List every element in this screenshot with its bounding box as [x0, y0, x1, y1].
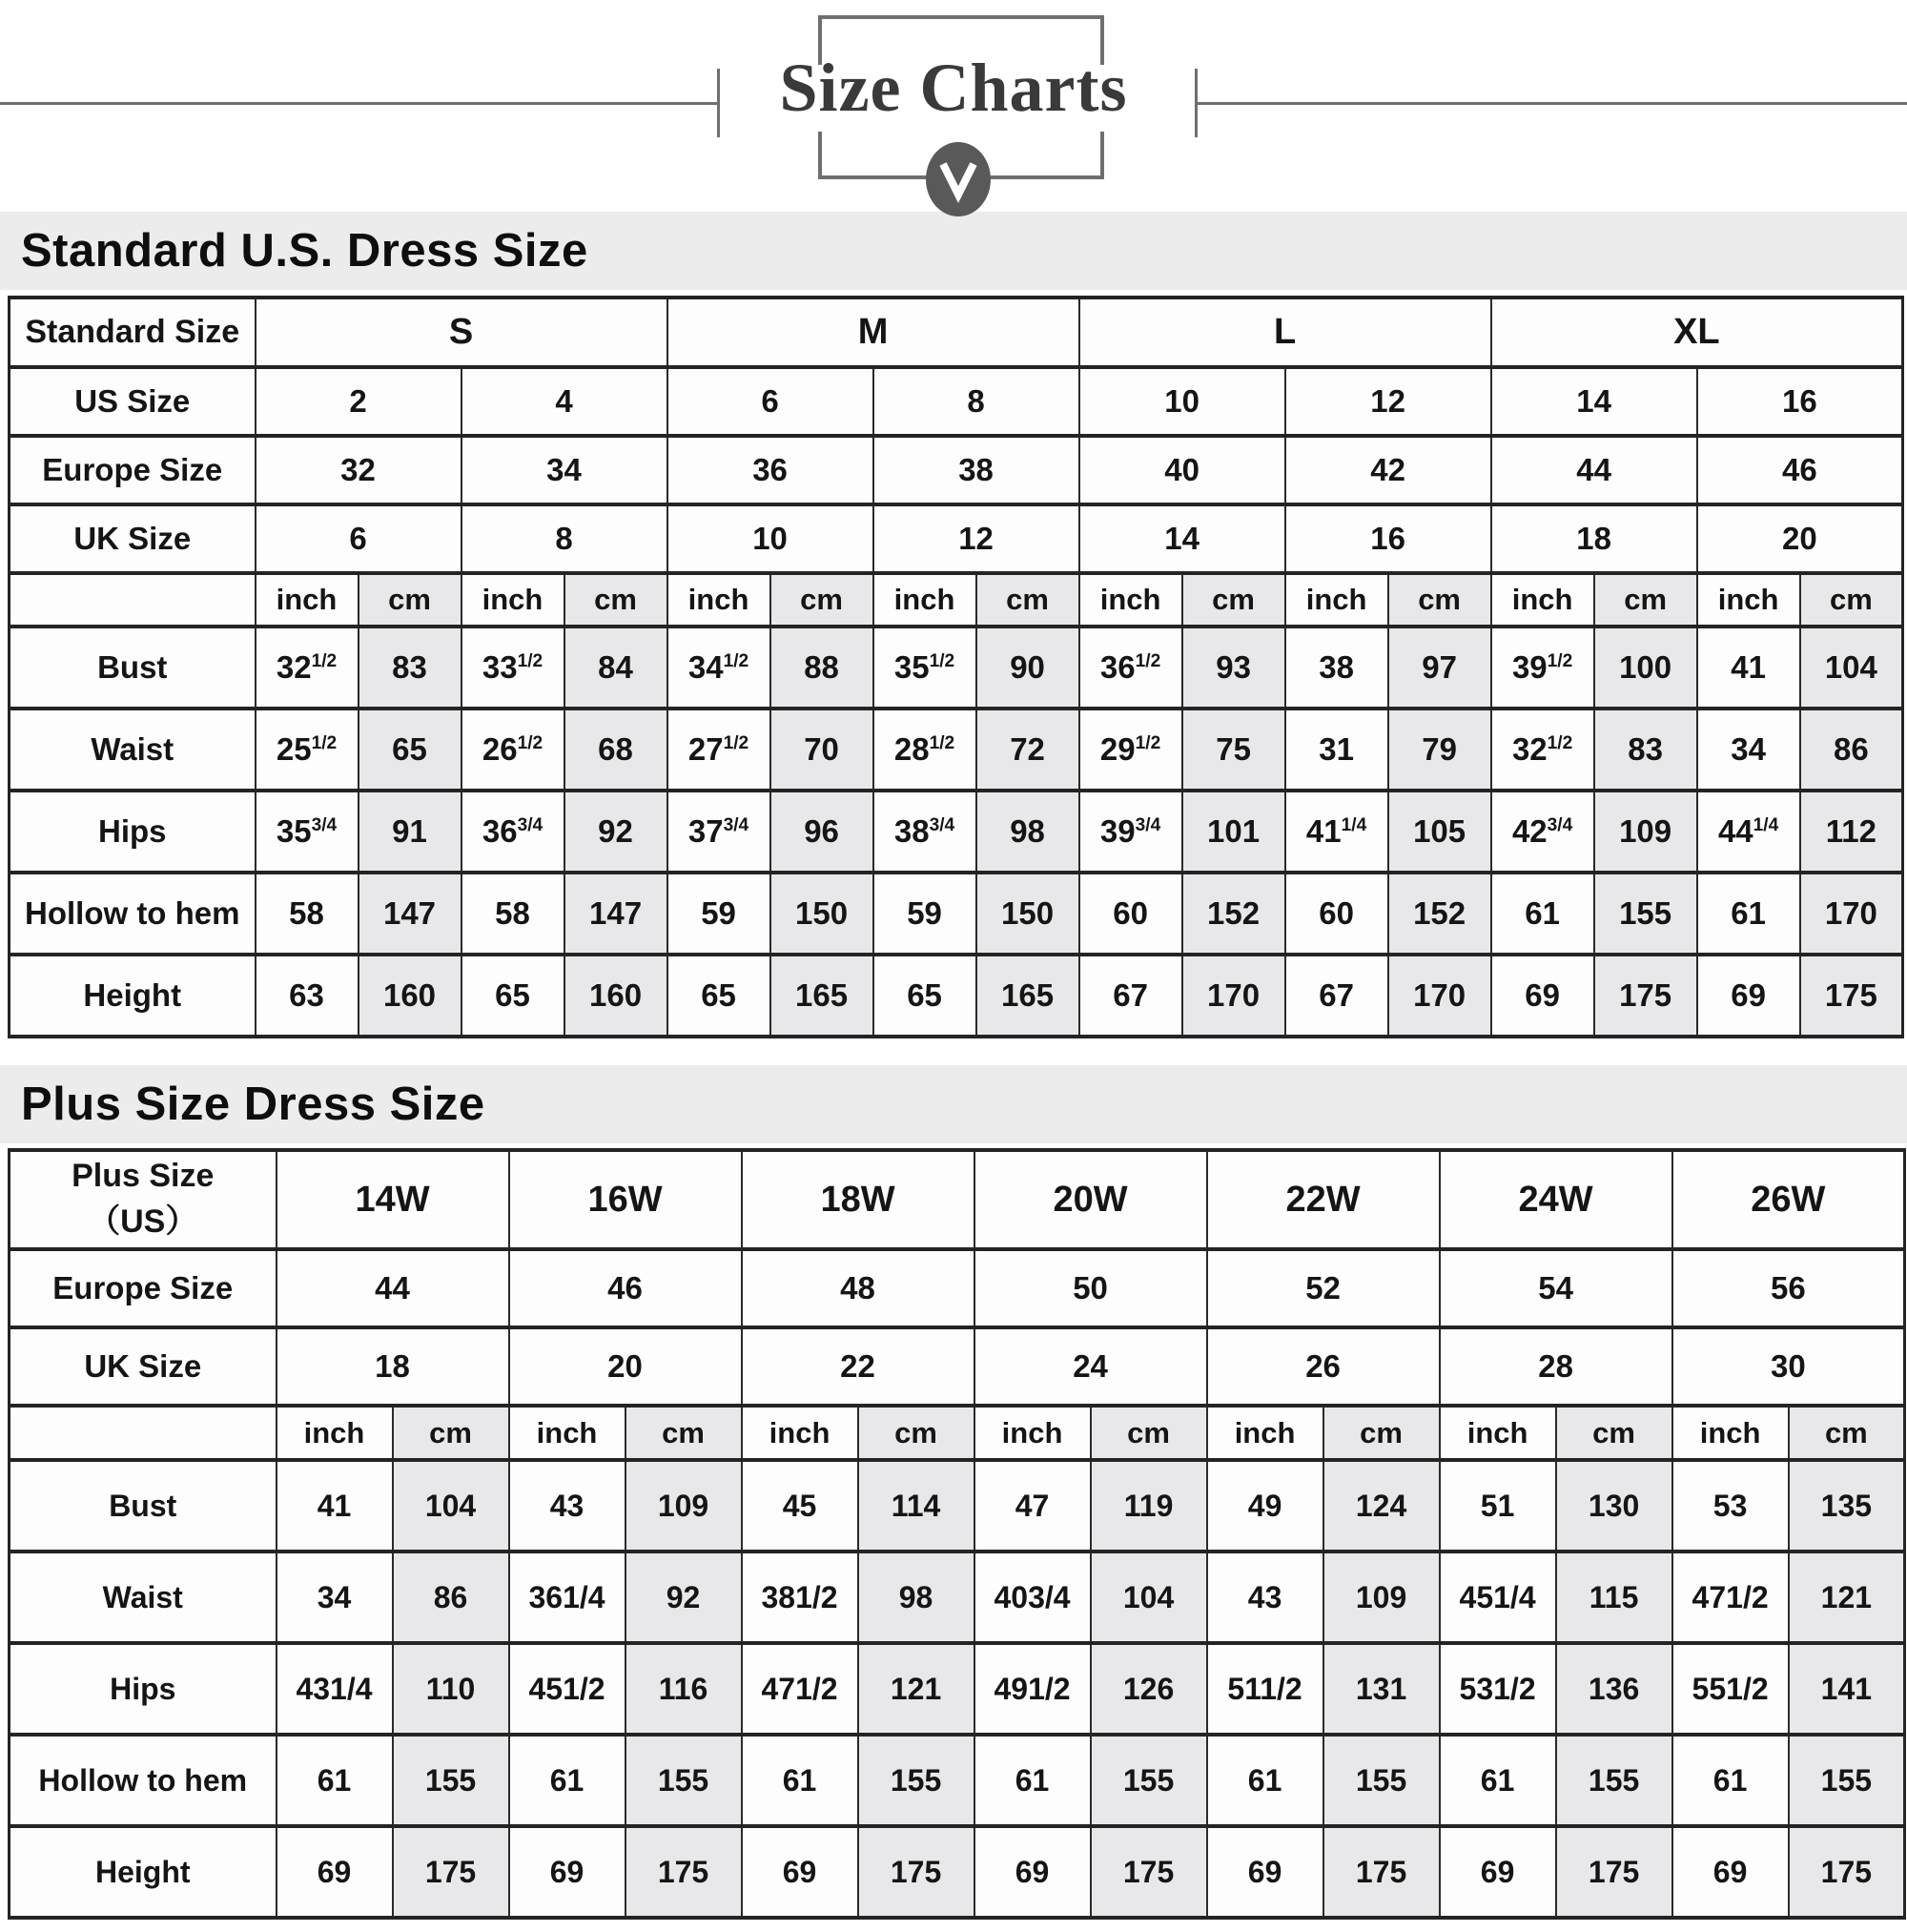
- unit-cell: cm: [1388, 573, 1491, 627]
- row-label: Hollow to hem: [10, 873, 256, 955]
- size-cell: 18: [277, 1327, 509, 1406]
- size-cell: 14: [1079, 504, 1285, 573]
- size-cell: 28: [1440, 1327, 1672, 1406]
- size-cell: 26: [1207, 1327, 1440, 1406]
- group-cell: 22W: [1207, 1150, 1440, 1249]
- measurement-cell: 152: [1182, 873, 1285, 955]
- measurement-cell: 72: [976, 709, 1079, 791]
- unit-cell: cm: [1556, 1406, 1672, 1460]
- measurement-cell: 175: [1594, 955, 1697, 1037]
- measurement-cell: 96: [770, 791, 873, 873]
- group-cell: M: [667, 298, 1079, 367]
- measurement-cell: 165: [770, 955, 873, 1037]
- unit-cell: cm: [770, 573, 873, 627]
- unit-cell: inch: [742, 1406, 858, 1460]
- table-row: [10, 436, 1903, 504]
- measurement-cell: 65: [667, 955, 770, 1037]
- measurement-cell: 551/2: [1672, 1643, 1789, 1735]
- unit-cell: cm: [858, 1406, 974, 1460]
- measurement-cell: 47: [974, 1460, 1091, 1552]
- measurement-cell: 67: [1079, 955, 1182, 1037]
- measurement-cell: 69: [974, 1826, 1091, 1918]
- measurement-cell: $32^{1/2}$: [256, 627, 359, 709]
- size-cell: 42: [1285, 436, 1491, 504]
- table-row: [10, 1249, 1905, 1327]
- size-cell: 30: [1672, 1327, 1905, 1406]
- measurement-cell: 69: [1672, 1826, 1789, 1918]
- measurement-cell: 61: [1440, 1735, 1556, 1826]
- unit-cell: cm: [1182, 573, 1285, 627]
- measurement-cell: 61: [277, 1735, 393, 1826]
- measurement-cell: 68: [564, 709, 667, 791]
- measurement-cell: 165: [976, 955, 1079, 1037]
- measurement-cell: 65: [461, 955, 564, 1037]
- size-cell: 32: [256, 436, 461, 504]
- table-row: [10, 873, 1903, 955]
- measurement-cell: 109: [1323, 1552, 1440, 1643]
- measurement-cell: $36^{3/4}$: [461, 791, 564, 873]
- measurement-cell: 69: [1207, 1826, 1323, 1918]
- measurement-cell: 155: [1594, 873, 1697, 955]
- size-cell: 36: [667, 436, 873, 504]
- measurement-cell: 60: [1285, 873, 1388, 955]
- measurement-cell: 116: [625, 1643, 742, 1735]
- measurement-cell: $42^{3/4}$: [1491, 791, 1594, 873]
- measurement-cell: 75: [1182, 709, 1285, 791]
- table-row: [10, 1643, 1905, 1735]
- unit-cell: cm: [1323, 1406, 1440, 1460]
- measurement-cell: 147: [359, 873, 461, 955]
- measurement-cell: 88: [770, 627, 873, 709]
- unit-cell: inch: [1207, 1406, 1323, 1460]
- row-label: Bust: [10, 1460, 277, 1552]
- measurement-cell: 121: [1789, 1552, 1905, 1643]
- size-cell: 24: [974, 1327, 1207, 1406]
- size-cell: 18: [1491, 504, 1697, 573]
- measurement-cell: 160: [564, 955, 667, 1037]
- measurement-cell: 61: [1207, 1735, 1323, 1826]
- measurement-cell: 155: [858, 1735, 974, 1826]
- measurement-cell: 91: [359, 791, 461, 873]
- measurement-cell: 175: [858, 1826, 974, 1918]
- size-cell: 10: [1079, 367, 1285, 436]
- table-row: [10, 504, 1903, 573]
- measurement-cell: 160: [359, 955, 461, 1037]
- measurement-cell: 31: [1285, 709, 1388, 791]
- measurement-cell: 69: [509, 1826, 625, 1918]
- row-label: US Size: [10, 367, 256, 436]
- row-label: Waist: [10, 1552, 277, 1643]
- measurement-cell: 65: [873, 955, 976, 1037]
- measurement-cell: 115: [1556, 1552, 1672, 1643]
- standard-size-table: [8, 296, 1904, 1038]
- measurement-cell: 69: [277, 1826, 393, 1918]
- measurement-cell: 86: [393, 1552, 509, 1643]
- measurement-cell: 155: [625, 1735, 742, 1826]
- measurement-cell: 67: [1285, 955, 1388, 1037]
- measurement-cell: 58: [461, 873, 564, 955]
- plus-section-title-band: [0, 1065, 1907, 1143]
- measurement-cell: 130: [1556, 1460, 1672, 1552]
- measurement-cell: 86: [1800, 709, 1903, 791]
- measurement-cell: 471/2: [1672, 1552, 1789, 1643]
- measurement-cell: 61: [974, 1735, 1091, 1826]
- row-label: Europe Size: [10, 1249, 277, 1327]
- measurement-cell: 170: [1388, 955, 1491, 1037]
- measurement-cell: 175: [1800, 955, 1903, 1037]
- standard-section-title: Standard U.S. Dress Size: [21, 225, 588, 277]
- measurement-cell: 471/2: [742, 1643, 858, 1735]
- table-row: [10, 955, 1903, 1037]
- row-label: UK Size: [10, 1327, 277, 1406]
- measurement-cell: $29^{1/2}$: [1079, 709, 1182, 791]
- measurement-cell: 150: [976, 873, 1079, 955]
- measurement-cell: 112: [1800, 791, 1903, 873]
- unit-cell: inch: [277, 1406, 393, 1460]
- row-label: Standard Size: [10, 298, 256, 367]
- measurement-cell: $25^{1/2}$: [256, 709, 359, 791]
- measurement-cell: 41: [277, 1460, 393, 1552]
- measurement-cell: 155: [393, 1735, 509, 1826]
- measurement-cell: 531/2: [1440, 1643, 1556, 1735]
- measurement-cell: 45: [742, 1460, 858, 1552]
- measurement-cell: 93: [1182, 627, 1285, 709]
- unit-cell: cm: [1789, 1406, 1905, 1460]
- measurement-cell: 38: [1285, 627, 1388, 709]
- measurement-cell: 69: [1697, 955, 1800, 1037]
- measurement-cell: 83: [359, 627, 461, 709]
- measurement-cell: 92: [564, 791, 667, 873]
- unit-cell: cm: [1800, 573, 1903, 627]
- size-cell: 44: [277, 1249, 509, 1327]
- measurement-cell: 79: [1388, 709, 1491, 791]
- table-row: [10, 367, 1903, 436]
- size-cell: 4: [461, 367, 667, 436]
- measurement-cell: $41^{1/4}$: [1285, 791, 1388, 873]
- size-cell: 50: [974, 1249, 1207, 1327]
- measurement-cell: 126: [1091, 1643, 1207, 1735]
- row-label: UK Size: [10, 504, 256, 573]
- measurement-cell: 41: [1697, 627, 1800, 709]
- table-row: [10, 1460, 1905, 1552]
- measurement-cell: 491/2: [974, 1643, 1091, 1735]
- measurement-cell: 511/2: [1207, 1643, 1323, 1735]
- measurement-cell: 152: [1388, 873, 1491, 955]
- measurement-cell: 124: [1323, 1460, 1440, 1552]
- unit-cell: inch: [256, 573, 359, 627]
- measurement-cell: 83: [1594, 709, 1697, 791]
- measurement-cell: 92: [625, 1552, 742, 1643]
- measurement-cell: 155: [1789, 1735, 1905, 1826]
- row-label: Hips: [10, 791, 256, 873]
- measurement-cell: 61: [509, 1735, 625, 1826]
- measurement-cell: 59: [667, 873, 770, 955]
- plus-table-body: [10, 1150, 1905, 1918]
- unit-cell: inch: [509, 1406, 625, 1460]
- table-row: [10, 1735, 1905, 1826]
- size-cell: 20: [1697, 504, 1903, 573]
- size-cell: 38: [873, 436, 1079, 504]
- measurement-cell: 34: [1697, 709, 1800, 791]
- unit-cell: inch: [873, 573, 976, 627]
- unit-cell: cm: [976, 573, 1079, 627]
- measurement-cell: 90: [976, 627, 1079, 709]
- unit-cell: cm: [359, 573, 461, 627]
- group-cell: XL: [1491, 298, 1903, 367]
- row-label: Waist: [10, 709, 256, 791]
- group-cell: 26W: [1672, 1150, 1905, 1249]
- row-label: Europe Size: [10, 436, 256, 504]
- size-cell: 54: [1440, 1249, 1672, 1327]
- measurement-cell: 403/4: [974, 1552, 1091, 1643]
- size-cell: 52: [1207, 1249, 1440, 1327]
- measurement-cell: $35^{1/2}$: [873, 627, 976, 709]
- size-cell: 6: [667, 367, 873, 436]
- measurement-cell: 104: [393, 1460, 509, 1552]
- measurement-cell: 135: [1789, 1460, 1905, 1552]
- measurement-cell: 97: [1388, 627, 1491, 709]
- size-cell: 34: [461, 436, 667, 504]
- measurement-cell: 175: [1323, 1826, 1440, 1918]
- measurement-cell: 155: [1556, 1735, 1672, 1826]
- unit-cell: inch: [461, 573, 564, 627]
- measurement-cell: 141: [1789, 1643, 1905, 1735]
- hero-header: [0, 0, 1907, 212]
- table-row: [10, 1552, 1905, 1643]
- size-cell: 46: [509, 1249, 742, 1327]
- standard-table-body: [10, 298, 1903, 1037]
- table-row: [10, 1826, 1905, 1918]
- measurement-cell: 175: [393, 1826, 509, 1918]
- measurement-cell: 61: [1491, 873, 1594, 955]
- row-label: Height: [10, 955, 256, 1037]
- measurement-cell: 49: [1207, 1460, 1323, 1552]
- row-label: Hips: [10, 1643, 277, 1735]
- measurement-cell: 170: [1800, 873, 1903, 955]
- measurement-cell: 43: [509, 1460, 625, 1552]
- measurement-cell: 53: [1672, 1460, 1789, 1552]
- unit-cell: inch: [1079, 573, 1182, 627]
- measurement-cell: 110: [393, 1643, 509, 1735]
- measurement-cell: 34: [277, 1552, 393, 1643]
- measurement-cell: 109: [1594, 791, 1697, 873]
- size-cell: 22: [742, 1327, 974, 1406]
- measurement-cell: 59: [873, 873, 976, 955]
- table-row: [10, 627, 1903, 709]
- measurement-cell: 105: [1388, 791, 1491, 873]
- measurement-cell: 58: [256, 873, 359, 955]
- measurement-cell: 98: [858, 1552, 974, 1643]
- measurement-cell: $33^{1/2}$: [461, 627, 564, 709]
- measurement-cell: 100: [1594, 627, 1697, 709]
- group-cell: S: [256, 298, 667, 367]
- measurement-cell: 121: [858, 1643, 974, 1735]
- size-cell: 46: [1697, 436, 1903, 504]
- row-label: Height: [10, 1826, 277, 1918]
- group-cell: 16W: [509, 1150, 742, 1249]
- measurement-cell: 98: [976, 791, 1079, 873]
- size-cell: 2: [256, 367, 461, 436]
- measurement-cell: 147: [564, 873, 667, 955]
- measurement-cell: $28^{1/2}$: [873, 709, 976, 791]
- page-title: Size Charts: [779, 50, 1128, 126]
- measurement-cell: $36^{1/2}$: [1079, 627, 1182, 709]
- group-cell: 24W: [1440, 1150, 1672, 1249]
- measurement-cell: $32^{1/2}$: [1491, 709, 1594, 791]
- measurement-cell: 451/4: [1440, 1552, 1556, 1643]
- measurement-cell: 109: [625, 1460, 742, 1552]
- table-row: [10, 709, 1903, 791]
- size-cell: 16: [1697, 367, 1903, 436]
- standard-section-title-band: [0, 212, 1907, 290]
- size-cell: 6: [256, 504, 461, 573]
- unit-cell: inch: [974, 1406, 1091, 1460]
- measurement-cell: 175: [625, 1826, 742, 1918]
- group-cell: L: [1079, 298, 1491, 367]
- measurement-cell: $44^{1/4}$: [1697, 791, 1800, 873]
- measurement-cell: 65: [359, 709, 461, 791]
- measurement-cell: 63: [256, 955, 359, 1037]
- measurement-cell: 381/2: [742, 1552, 858, 1643]
- measurement-cell: 131: [1323, 1643, 1440, 1735]
- unit-cell: inch: [1285, 573, 1388, 627]
- measurement-cell: 84: [564, 627, 667, 709]
- measurement-cell: $39^{1/2}$: [1491, 627, 1594, 709]
- corner-cell: [10, 1406, 277, 1460]
- measurement-cell: $39^{3/4}$: [1079, 791, 1182, 873]
- measurement-cell: 136: [1556, 1643, 1672, 1735]
- measurement-cell: 69: [1491, 955, 1594, 1037]
- measurement-cell: 451/2: [509, 1643, 625, 1735]
- size-cell: 10: [667, 504, 873, 573]
- plus-section-title: Plus Size Dress Size: [21, 1079, 485, 1130]
- measurement-cell: 175: [1091, 1826, 1207, 1918]
- measurement-cell: 104: [1091, 1552, 1207, 1643]
- measurement-cell: 61: [1672, 1735, 1789, 1826]
- size-cell: 12: [1285, 367, 1491, 436]
- measurement-cell: 69: [742, 1826, 858, 1918]
- group-cell: 14W: [277, 1150, 509, 1249]
- row-label: Bust: [10, 627, 256, 709]
- unit-cell: inch: [1440, 1406, 1556, 1460]
- unit-cell: cm: [1091, 1406, 1207, 1460]
- size-cell: 16: [1285, 504, 1491, 573]
- size-cell: 14: [1491, 367, 1697, 436]
- table-row: [10, 1327, 1905, 1406]
- unit-cell: inch: [667, 573, 770, 627]
- measurement-cell: 43: [1207, 1552, 1323, 1643]
- table-row: [10, 1150, 1905, 1249]
- size-cell: 12: [873, 504, 1079, 573]
- measurement-cell: $34^{1/2}$: [667, 627, 770, 709]
- row-label: Plus Size （US）: [10, 1150, 277, 1249]
- measurement-cell: 119: [1091, 1460, 1207, 1552]
- measurement-cell: $35^{3/4}$: [256, 791, 359, 873]
- measurement-cell: $27^{1/2}$: [667, 709, 770, 791]
- measurement-cell: 60: [1079, 873, 1182, 955]
- unit-cell: cm: [393, 1406, 509, 1460]
- measurement-cell: 70: [770, 709, 873, 791]
- measurement-cell: 175: [1789, 1826, 1905, 1918]
- measurement-cell: 150: [770, 873, 873, 955]
- measurement-cell: $38^{3/4}$: [873, 791, 976, 873]
- measurement-cell: 155: [1323, 1735, 1440, 1826]
- size-cell: 40: [1079, 436, 1285, 504]
- measurement-cell: 170: [1182, 955, 1285, 1037]
- measurement-cell: 431/4: [277, 1643, 393, 1735]
- table-row: [10, 791, 1903, 873]
- unit-cell: cm: [625, 1406, 742, 1460]
- measurement-cell: 69: [1440, 1826, 1556, 1918]
- measurement-cell: $37^{3/4}$: [667, 791, 770, 873]
- measurement-cell: 61: [742, 1735, 858, 1826]
- unit-cell: cm: [564, 573, 667, 627]
- size-cell: 48: [742, 1249, 974, 1327]
- plus-size-table: [8, 1148, 1906, 1920]
- chevron-down-icon: [922, 141, 995, 219]
- unit-cell: inch: [1697, 573, 1800, 627]
- chevron-down-badge: [922, 141, 995, 219]
- row-label-line2: （US）: [88, 1203, 198, 1240]
- size-cell: 8: [461, 504, 667, 573]
- measurement-cell: 114: [858, 1460, 974, 1552]
- row-label: Hollow to hem: [10, 1735, 277, 1826]
- size-cell: 8: [873, 367, 1079, 436]
- size-cell: 56: [1672, 1249, 1905, 1327]
- size-cell: 20: [509, 1327, 742, 1406]
- measurement-cell: 61: [1697, 873, 1800, 955]
- measurement-cell: 51: [1440, 1460, 1556, 1552]
- unit-cell: inch: [1491, 573, 1594, 627]
- table-row: [10, 1406, 1905, 1460]
- measurement-cell: 101: [1182, 791, 1285, 873]
- group-cell: 20W: [974, 1150, 1207, 1249]
- corner-cell: [10, 573, 256, 627]
- measurement-cell: 175: [1556, 1826, 1672, 1918]
- unit-cell: inch: [1672, 1406, 1789, 1460]
- measurement-cell: 361/4: [509, 1552, 625, 1643]
- measurement-cell: 104: [1800, 627, 1903, 709]
- measurement-cell: 155: [1091, 1735, 1207, 1826]
- table-row: [10, 298, 1903, 367]
- unit-cell: cm: [1594, 573, 1697, 627]
- size-cell: 44: [1491, 436, 1697, 504]
- group-cell: 18W: [742, 1150, 974, 1249]
- table-row: [10, 573, 1903, 627]
- measurement-cell: $26^{1/2}$: [461, 709, 564, 791]
